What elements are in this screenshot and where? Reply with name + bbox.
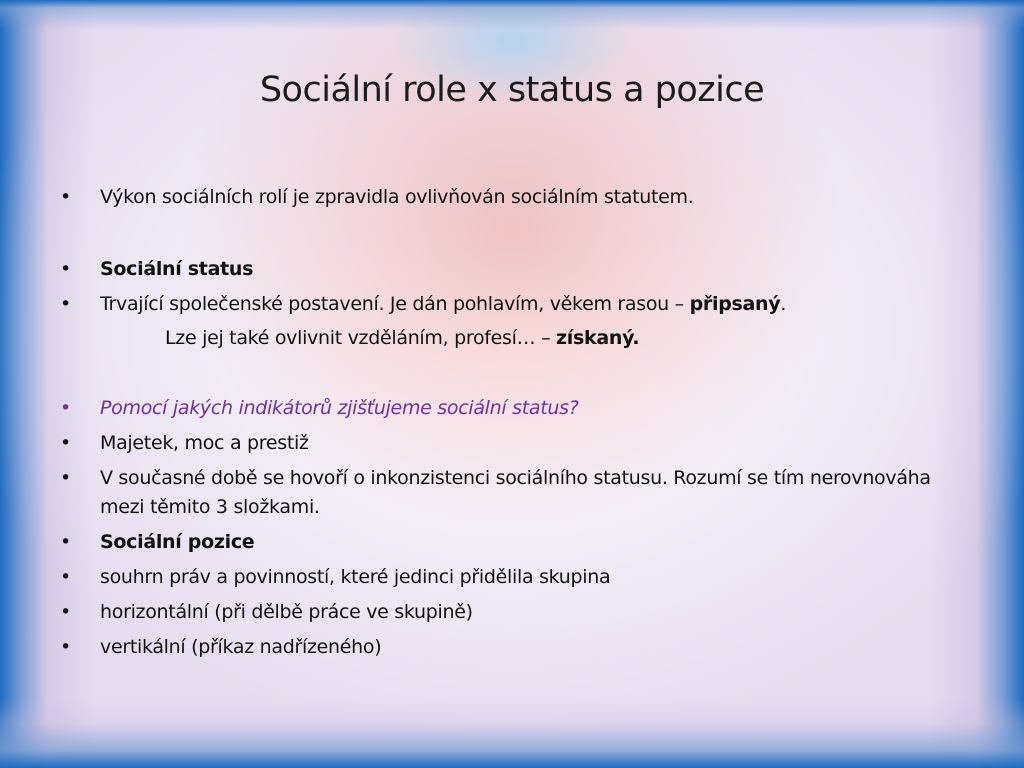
list-item [60, 464, 960, 522]
indented-line [60, 323, 960, 353]
list-item [60, 182, 960, 212]
spacer [60, 212, 960, 254]
item-text: Trvající společenské postavení. Je dán pohlavím, věkem rasou – [100, 293, 690, 315]
bullet: • [60, 432, 71, 454]
item-text: Výkon sociálních rolí je zpravidla ovlivňován sociálním statutem. [100, 186, 694, 208]
list-item [60, 562, 960, 592]
bullet: • [60, 636, 71, 658]
list-item [60, 527, 960, 557]
slide-content [60, 182, 960, 662]
slide-top-edge [0, 0, 1024, 30]
list-item [60, 289, 960, 319]
item-text-end: . [780, 293, 787, 315]
spacer [60, 353, 960, 393]
position-heading: Sociální pozice [100, 531, 255, 553]
list-item [60, 632, 960, 662]
item-text: Majetek, moc a prestiž [100, 432, 309, 454]
bullet: • [60, 531, 71, 553]
item-text: horizontální (při dělbě práce ve skupině) [100, 601, 473, 623]
question-item [60, 393, 960, 423]
item-text: vertikální (příkaz nadřízeného) [100, 636, 382, 658]
slide-bottom-edge [0, 698, 1024, 768]
question-text: Pomocí jakých indikátorů zjišťujeme sociální status? [100, 397, 579, 419]
bullet: • [60, 566, 71, 588]
list-item [60, 597, 960, 627]
ascribed-term: připsaný [689, 293, 781, 315]
item-text: souhrn práv a povinností, které jedinci přidělila skupina [100, 566, 611, 588]
list-item [60, 428, 960, 458]
bullet: • [60, 186, 71, 208]
achieved-term: získaný. [556, 327, 640, 349]
bullet: • [60, 397, 71, 419]
list-item [60, 254, 960, 284]
item-text: Lze jej také ovlivnit vzděláním, profesí… – [165, 327, 557, 349]
bullet: • [60, 258, 71, 280]
bullet: • [60, 293, 71, 315]
item-text: V současné době se hovoří o inkonzistenci sociálního statusu. Rozumí se tím nerovnováha mezi těmito 3 složkami. [100, 467, 931, 518]
bullet: • [60, 467, 71, 489]
status-heading: Sociální status [100, 258, 254, 280]
slide-title: Sociální role x status a pozice [259, 70, 765, 110]
bullet: • [60, 601, 71, 623]
